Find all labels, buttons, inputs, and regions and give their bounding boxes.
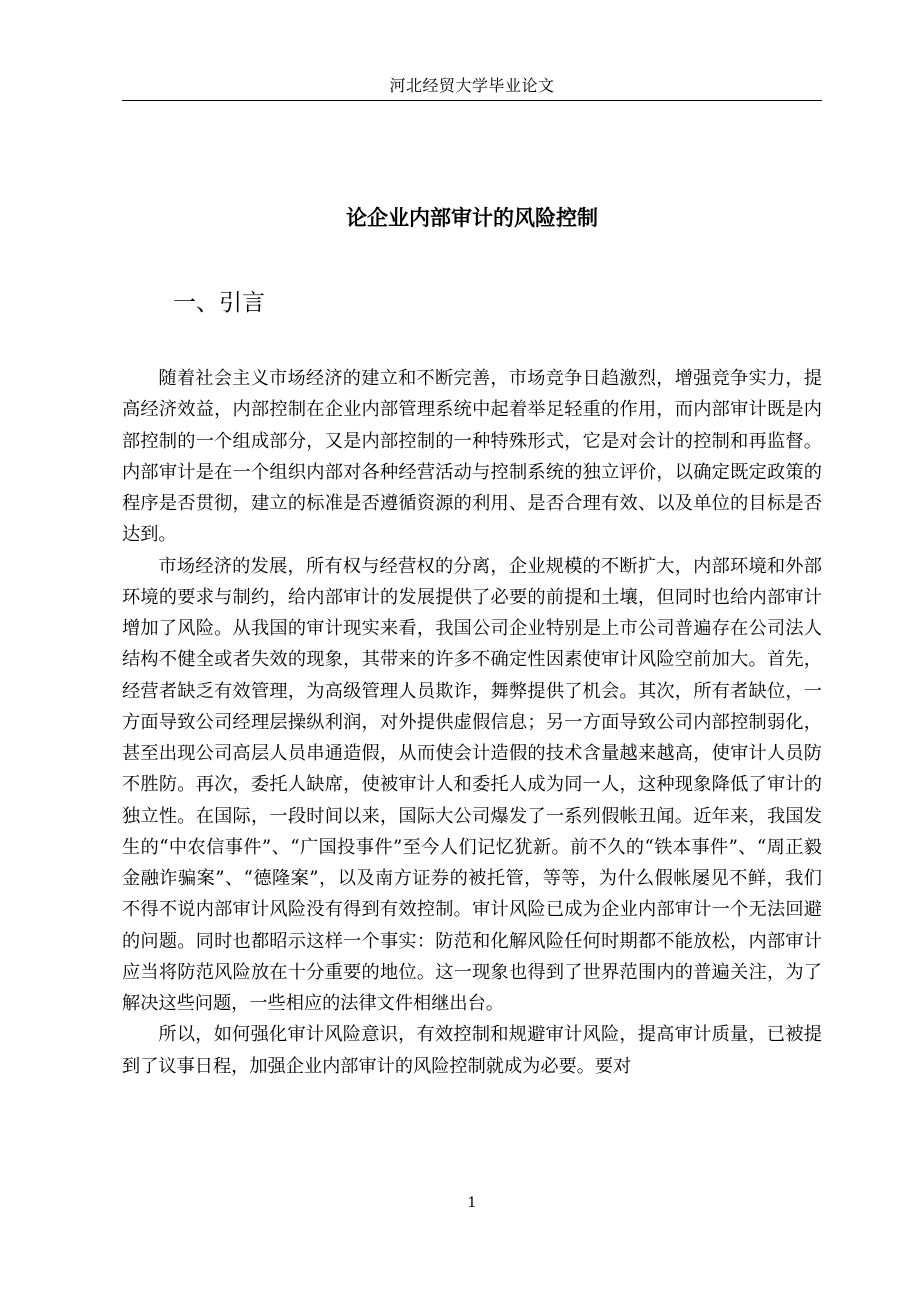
running-header: 河北经贸大学毕业论文 xyxy=(389,76,555,95)
paragraph-3: 所以，如何强化审计风险意识，有效控制和规避审计风险，提高审计质量，已被提到了议事日程，加强企业内部审计的风险控制就成为必要。要对 xyxy=(122,1024,822,1077)
page-number: 1 xyxy=(467,1195,477,1211)
paragraph-2: 市场经济的发展，所有权与经营权的分离，企业规模的不断扩大，内部环境和外部环境的要求与制约，给内部审计的发展提供了必要的前提和土壤，但同时也给内部审计增加了风险。从我国的审计现实来看，我国公司企业特别是上市公司普遍存在公司法人结构不健全或者失效的现象，其带来的许多不确定性因素使审计风险空前加大。首先，经营者缺乏有效管理，为高级管理人员欺诈，舞弊提供了机会。其次，所有者缺位，一方面导致公司经理层操纵利润，对外提供虚假信息；另一方面导致公司内部控制弱化，甚至出现公司高层人员串通造假，从而使会计造假的技术含量越来越高，使审计人员防不胜防。再次，委托人缺席，使被审计人和委托人成为同一人，这种现象降低了审计的独立性。在国际，一段时间以来，国际大公司爆发了一系列假帐丑闻。近年来，我国发生的“中农信事件”、“广国投事件”至今人们记忆犹新。前不久的“铁本事件”、“周正毅金融诈骗案”、“德隆案”，以及南方证券的被托管，等等，为什么假帐屡见不鲜，我们不得不说内部审计风险没有得到有效控制。审计风险已成为企业内部审计一个无法回避的问题。同时也都昭示这样一个事实：防范和化解风险任何时期都不能放松，内部审计应当将防范风险放在十分重要的地位。这一现象也得到了世界范围内的普遍关注，为了解决这些问题，一些相应的法律文件相继出台。 xyxy=(122,555,822,1014)
document-title: 论企业内部审计的风险控制 xyxy=(346,206,598,230)
section-heading: 一、引言 xyxy=(173,290,265,316)
body-text xyxy=(122,363,822,1082)
header-rule xyxy=(122,100,822,101)
paragraph-1: 随着社会主义市场经济的建立和不断完善，市场竞争日趋激烈，增强竞争实力，提高经济效益，内部控制在企业内部管理系统中起着举足轻重的作用，而内部审计既是内部控制的一个组成部分，又是内部控制的一种特殊形式，它是对会计的控制和再监督。内部审计是在一个组织内部对各种经营活动与控制系统的独立评价，以确定既定政策的程序是否贯彻，建立的标准是否遵循资源的利用、是否合理有效、以及单位的目标是否达到。 xyxy=(122,368,822,546)
